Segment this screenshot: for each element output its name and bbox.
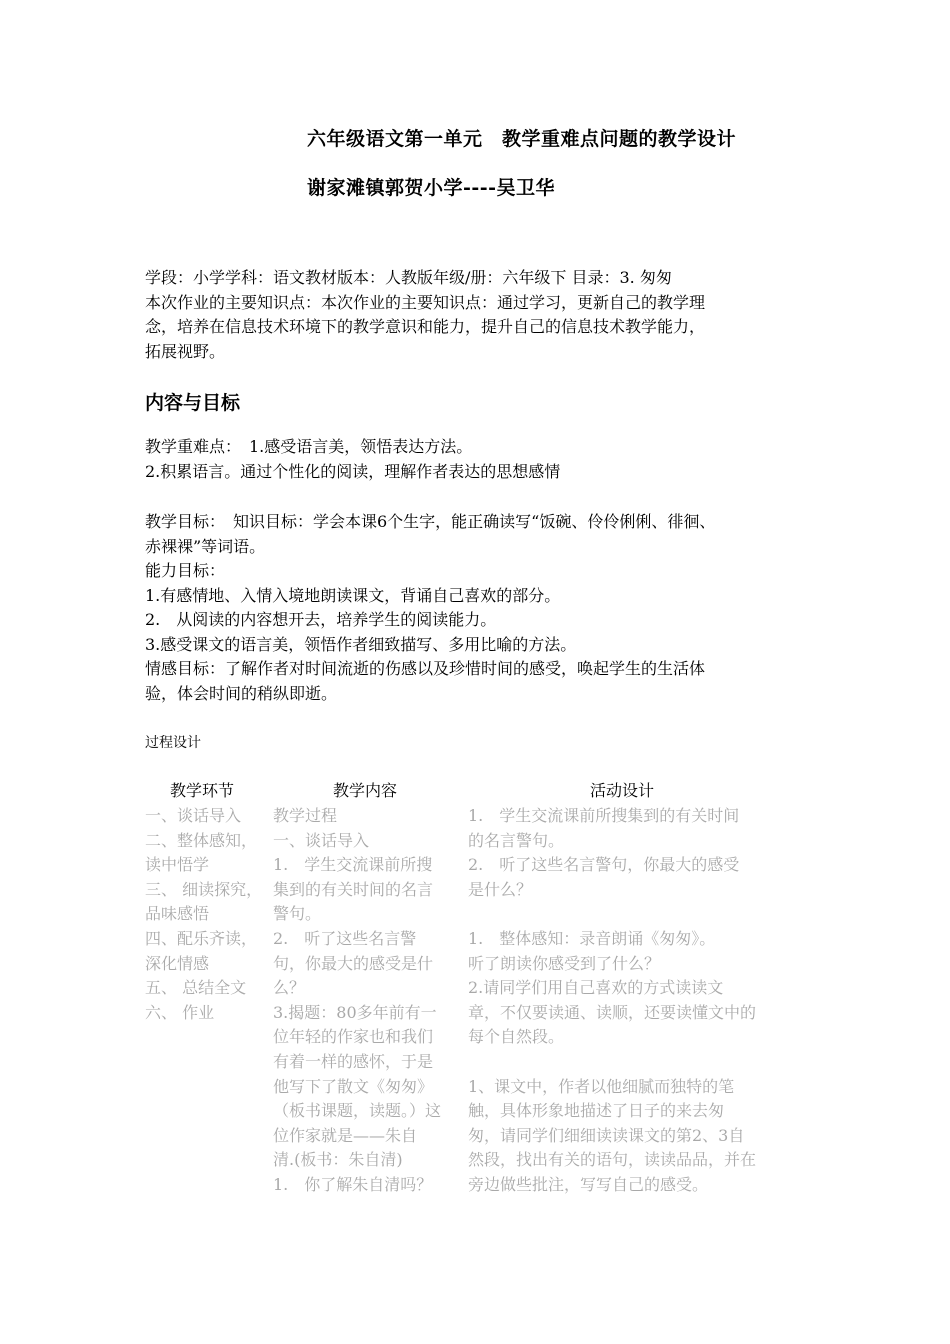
table-column-activity — [468, 804, 798, 1198]
table-cell: 句，你最大的感受是什 — [273, 953, 434, 973]
meta-paragraph — [145, 266, 815, 364]
meta-line: 念，培养在信息技术环境下的教学意识和能力，提升自己的信息技术教学能力， — [145, 317, 706, 336]
table-cell: 1. 你了解朱自清吗？ — [273, 1174, 433, 1194]
table-cell: 位作家就是——朱自 — [273, 1125, 418, 1145]
table-cell: 1. 整体感知：录音朗诵《匆匆》。 — [468, 928, 716, 948]
table-cell: 读中悟学 — [145, 855, 210, 875]
table-cell: 五、 总结全文 — [145, 978, 247, 998]
process-label: 过程设计 — [145, 735, 201, 751]
table-cell: 四、配乐齐读， — [145, 928, 258, 948]
key-point-line: 2.积累语言。通过个性化的阅读，理解作者表达的思想感情 — [145, 461, 561, 481]
table-cell: 有着一样的感怀，于是 — [273, 1051, 434, 1071]
goal-line: 教学目标： 知识目标：学会本课6个生字，能正确读写“饭碗、伶伶俐俐、徘徊、 — [145, 512, 716, 531]
goal-line: 1.有感情地、入情入境地朗读课文，背诵自己喜欢的部分。 — [145, 585, 561, 605]
table-cell: 深化情感 — [145, 953, 210, 973]
goal-line: 能力目标： — [145, 561, 226, 580]
table-cell: 品味感悟 — [145, 904, 210, 924]
table-cell: 教学过程 — [273, 806, 338, 825]
table-cell: 听了朗读你感受到了什么？ — [468, 953, 661, 973]
table-cell: 他写下了散文《匆匆》 — [273, 1076, 434, 1096]
goals-paragraph — [145, 510, 815, 706]
table-spacer — [468, 902, 798, 927]
table-cell: 位年轻的作家也和我们 — [273, 1027, 434, 1047]
table-cell: 匆，请同学们细细读读课文的第2、3自 — [468, 1125, 745, 1145]
table-column-stage — [145, 804, 270, 1025]
table-cell: 么？ — [273, 978, 306, 998]
document-title: 六年级语文第一单元 教学重难点问题的教学设计 — [307, 128, 737, 150]
table-cell: 集到的有关时间的名言 — [273, 879, 434, 899]
table-cell: 是什么？ — [468, 879, 533, 899]
table-cell: 1. 学生交流课前所搜集到的有关时间 — [468, 806, 740, 825]
table-header-activity: 活动设计 — [590, 781, 655, 800]
meta-line: 学段：小学学科：语文教材版本：人教版年级/册：六年级下 目录：3. 匆匆 — [145, 268, 672, 287]
table-cell: 2. 听了这些名言警 — [273, 928, 417, 948]
goal-line: 3.感受课文的语言美，领悟作者细致描写、多用比喻的方法。 — [145, 634, 577, 654]
goal-line: 赤裸裸”等词语。 — [145, 536, 266, 556]
table-cell: 触，具体形象地描述了日子的来去匆 — [468, 1101, 725, 1121]
section-heading: 内容与目标 — [145, 392, 241, 414]
table-cell: 的名言警句。 — [468, 830, 565, 850]
goal-line: 验，体会时间的稍纵即逝。 — [145, 683, 338, 703]
table-cell: 3.揭题：80多年前有一 — [273, 1002, 437, 1022]
key-points-paragraph — [145, 435, 815, 484]
table-cell: 二、整体感知， — [145, 830, 258, 850]
table-cell: 每个自然段。 — [468, 1027, 565, 1047]
meta-line: 本次作业的主要知识点：本次作业的主要知识点：通过学习，更新自己的教学理 — [145, 292, 706, 312]
table-cell: 2. 听了这些名言警句，你最大的感受 — [468, 855, 740, 875]
table-cell: 1、课文中，作者以他细腻而独特的笔 — [468, 1076, 735, 1096]
table-cell: 清.(板书：朱自清) — [273, 1150, 403, 1170]
table-cell: 警句。 — [273, 904, 322, 924]
table-cell: 然段，找出有关的语句，读读品品，并在 — [468, 1150, 757, 1170]
table-cell: 2.请同学们用自己喜欢的方式读读文 — [468, 978, 724, 998]
table-cell: 1. 学生交流课前所搜 — [273, 855, 433, 875]
table-column-content — [273, 804, 468, 1198]
goal-line: 情感目标：了解作者对时间流逝的伤感以及珍惜时间的感受，唤起学生的生活体 — [145, 659, 706, 678]
key-point-line: 教学重难点： 1.感受语言美，领悟表达方法。 — [145, 437, 473, 456]
table-cell: 旁边做些批注，写写自己的感受。 — [468, 1174, 709, 1194]
document-subtitle: 谢家滩镇郭贺小学----吴卫华 — [307, 177, 556, 199]
table-cell: 一、谈话导入 — [273, 830, 370, 850]
table-cell: 三、 细读探究， — [145, 879, 263, 899]
table-spacer — [468, 1050, 798, 1075]
table-header-stage: 教学环节 — [170, 781, 235, 800]
goal-line: 2. 从阅读的内容想开去，培养学生的阅读能力。 — [145, 610, 497, 629]
table-header-content: 教学内容 — [333, 781, 398, 800]
meta-line: 拓展视野。 — [145, 341, 226, 361]
table-cell: 一、谈话导入 — [145, 806, 242, 825]
table-cell: 章，不仅要读通、读顺，还要读懂文中的 — [468, 1002, 757, 1022]
table-cell: （板书课题，读题。）这 — [273, 1101, 442, 1121]
table-cell: 六、 作业 — [145, 1002, 215, 1022]
